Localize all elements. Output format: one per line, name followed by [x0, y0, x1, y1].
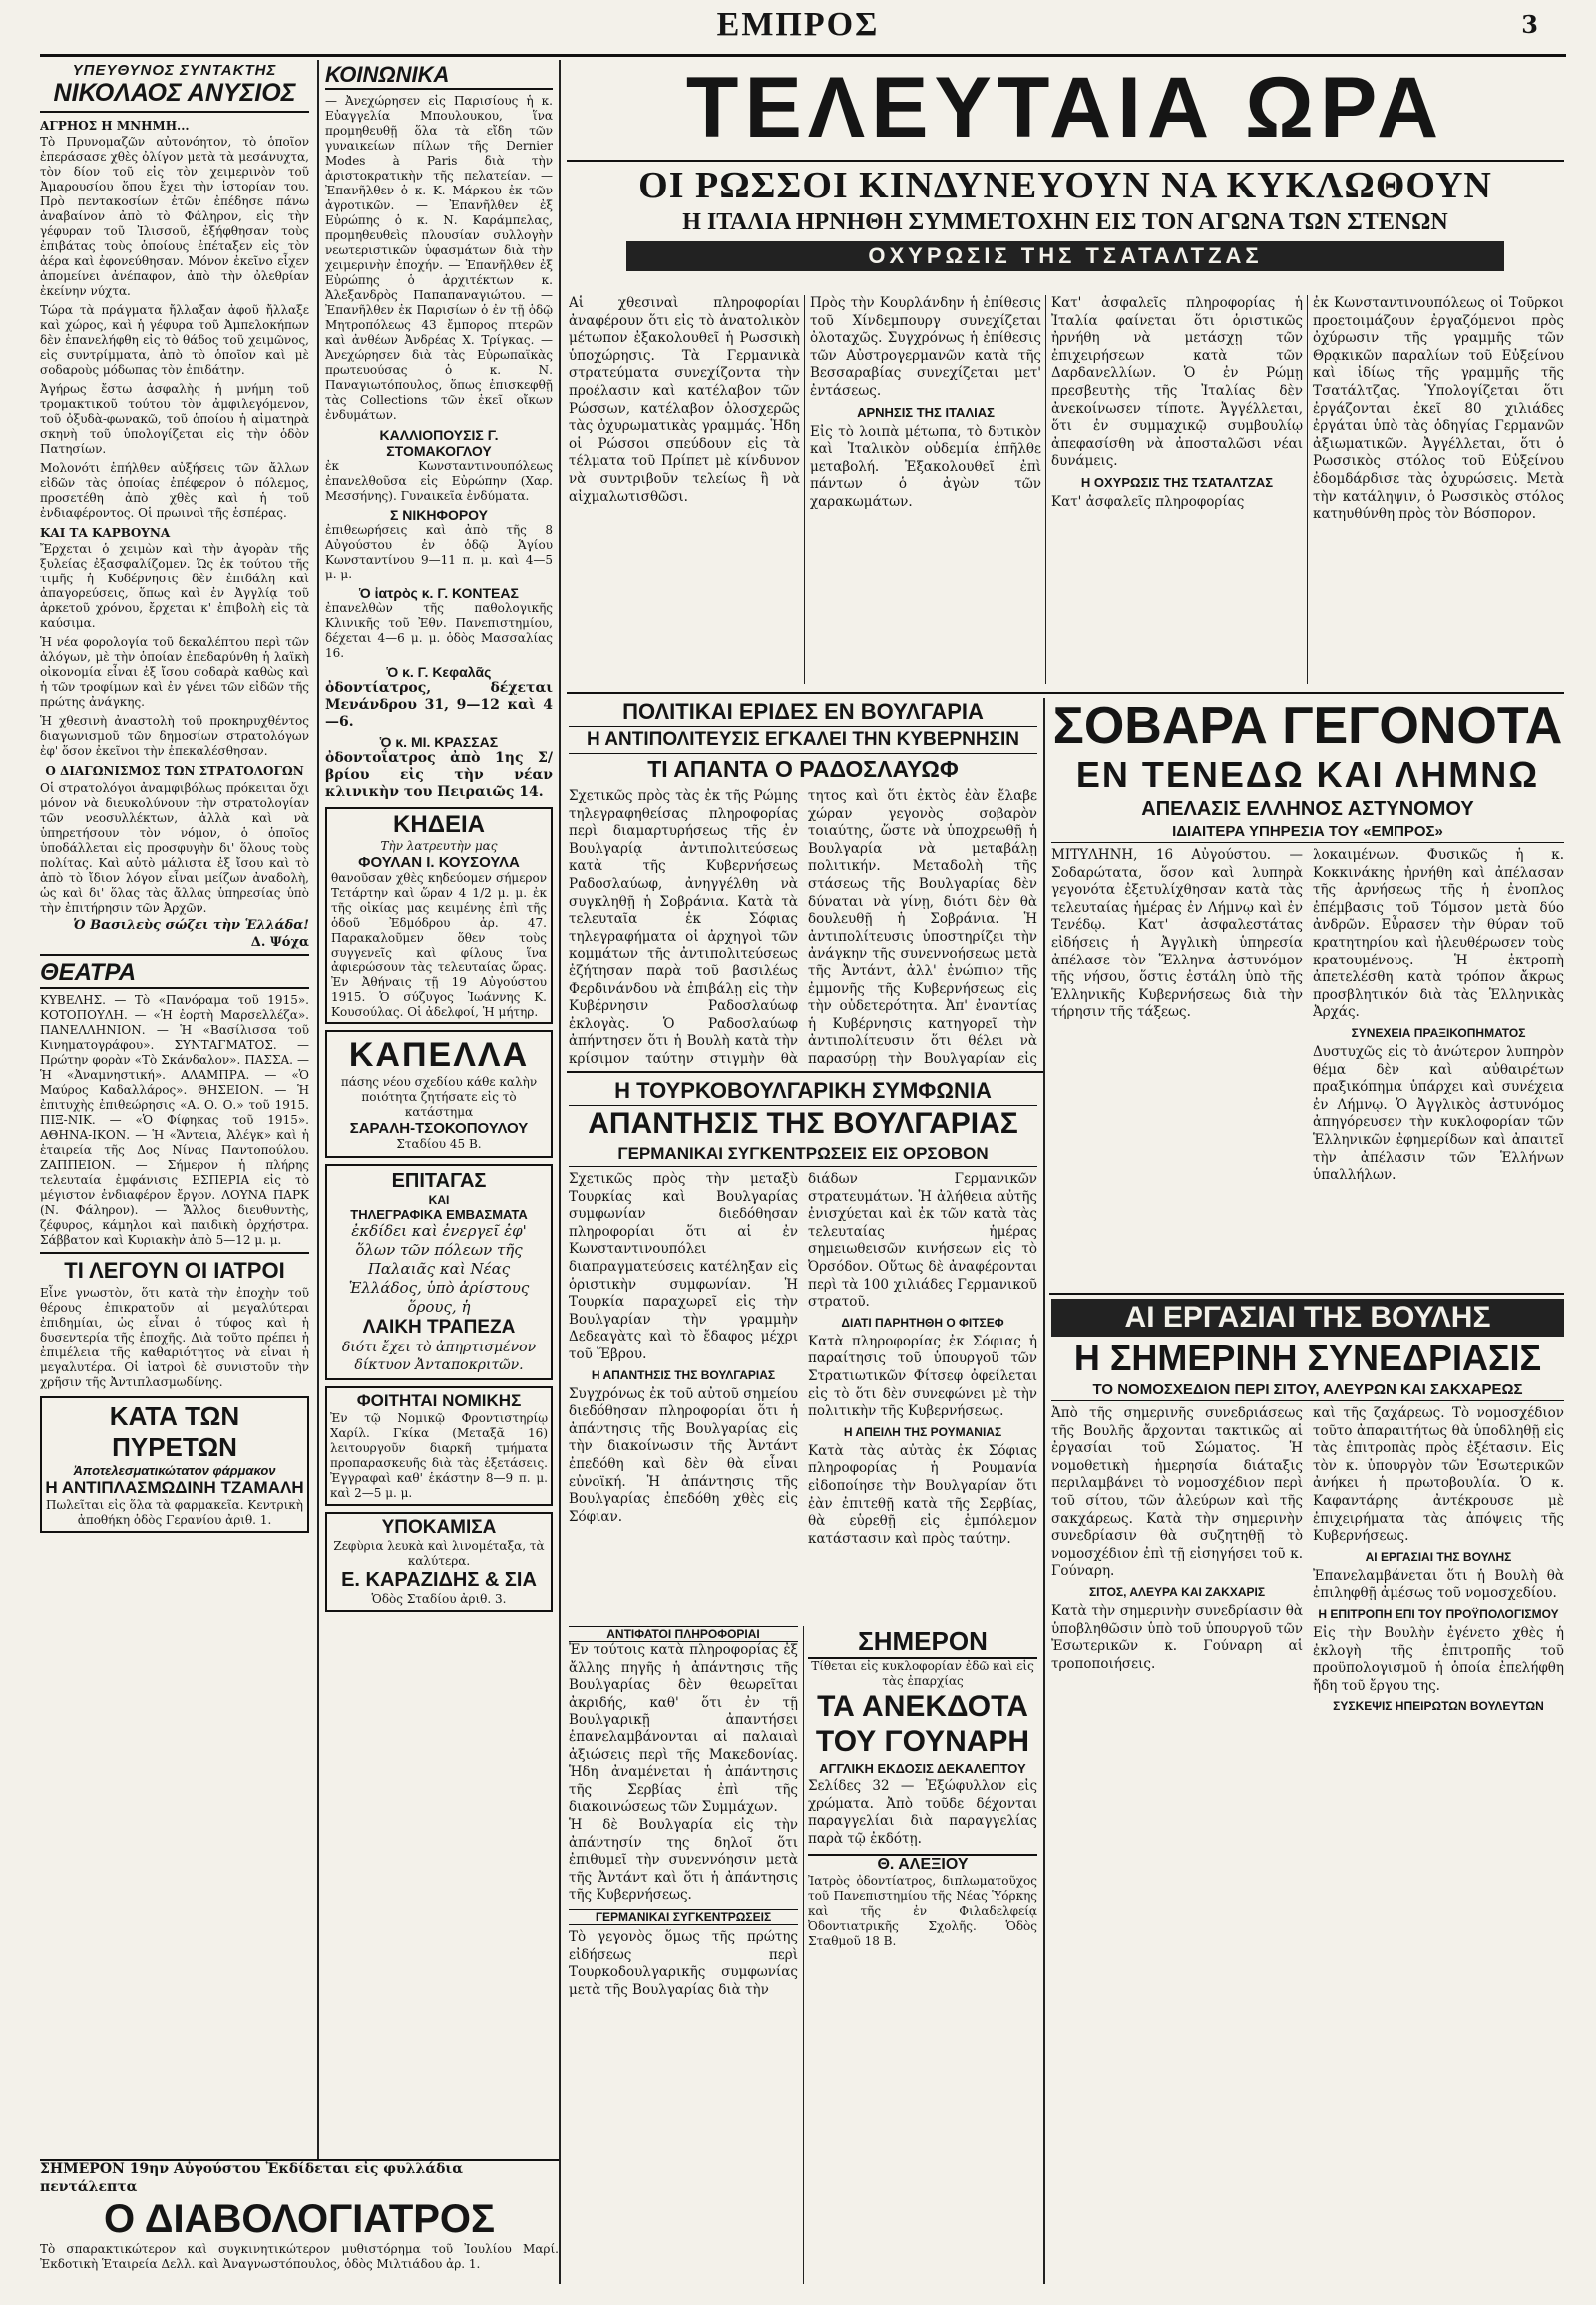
- serious-events-head: ΣΟΒΑΡΑ ΓΕΓΟΝΟΤΑ: [1052, 698, 1563, 755]
- funeral-heading: ΚΗΔΕΙΑ: [393, 811, 485, 838]
- epitagas-ad: [325, 1164, 553, 1380]
- tenedos-col-2-b: Δυστυχῶς εἰς τὸ ἀνώτερον λυπηρὸν θέμα δὲν καὶ αὐθαιρέτων πραξικόπημα ὑπάρχει καὶ συνέχεια ἐν Λήμνῳ. Ὁ Ἀγγλικὸς ἀστυνόμος ἀπηγόρευσεν τὴν κυκλοφορίαν τῶν Ἑλληνικῶν ἐφημερίδων καὶ ἀπαιτεῖ τὴν ἀπέλασιν τῶν Ἑλλήνων ὑπαλλήλων.: [1313, 1043, 1564, 1184]
- shirts-ad: [325, 1512, 553, 1612]
- top-col-3-text: Κατ' ἀσφαλεῖς πληροφορίας ἡ Ἰταλία φαίνεται ὅτι ὁριστικῶς ἠρνήθη νὰ μετάσχῃ τῶν ἐπιχειρήσεων κατὰ τῶν Δαρδανελλίων. Ὁ ἐν Ρώμῃ πρεσβευτὴς τῆς Ἰταλίας δὲν ἀνεκοίνωσεν τίποτε. Ἀγγέλλεται, ὅτι ἐν συμμαχικῷ συμβουλίῳ ἀπεφασίσθη νὰ ἀποσταλῶσι νέαι δυνάμεις.: [1051, 295, 1303, 470]
- law-students-text: Ἐν τῷ Νομικῷ Φροντιστηρίῳ Χαρίλ. Γκίκα (Μεταξᾶ 16) λειτουργοῦν διαρκῆ τμήματα προπαρασκευῆς διὰ τὰς ἐξετάσεις. Ἐγγραφαὶ καθ' ἑκάστην 8—9 π. μ. καὶ 2—5 μ. μ.: [330, 1411, 548, 1500]
- wood-para: Ἔρχεται ὁ χειμὼν καὶ τὴν ἀγορὰν τῆς ξυλείας ἐξασφαλίζομεν. Ὡς ἐκ τούτου τῆς τιμῆς ἡ Κυδέρνησις δὲν ἐπιδάλη καὶ ἀπαγορεύσεις, ὅπως καὶ ἐν Ἀγγλίᾳ τοῦ ἀρκετοῦ χρόνου, ἔρχεται κ' ἐπιβολὴ εἰς τὰ καύσιμα.: [40, 542, 309, 631]
- anecdotes-subhead: ΑΓΓΛΙΚΗ ΕΚΔΟΣΙΣ ΔΕΚΑΛΕΠΤΟΥ: [819, 1761, 1026, 1776]
- hats-address: Σταδίου 45 Β.: [396, 1137, 482, 1151]
- banner-block: [567, 60, 1564, 160]
- parliament-head-3: ΤΟ ΝΟΜΟΣΧΕΔΙΟΝ ΠΕΡΙ ΣΙΤΟΥ, ΑΛΕΥΡΩΝ ΚΑΙ ΣΑΚΧΑΡΕΩΣ: [1051, 1380, 1564, 1401]
- bottom-divider: [803, 1626, 804, 2284]
- bank-name: ΛΑΙΚΗ ΤΡΑΠΕΖΑ: [362, 1317, 516, 1338]
- bulgaria-col-2: τητος καὶ ὅτι ἐκτὸς ἐὰν ἔλαβε χώραν γεγονὸς σοβαρὸν τοιαύτης, ὥστε νὰ ὑποχρεωθῇ ἡ Βουλγαρία νὰ μεταβάλῃ πολιτικήν. Μεταδολὴ τῆς στάσεως τῆς Βουλγαρίας δὲν δύναται νὰ γίνῃ, διότι δὲν θὰ δουλευθῇ ἡ Σοβράνια. Ἡ ἀντιπολίτευσις ὑποστηρίζει τὴν ἀνάγκην τῆς συνεννοήσεως μετὰ τῆς Ἀντάντ, ἀλλ' ἐνώπιον τῆς ἐμμονῆς τῆς Κυβερνήσεως εἰς τὴν οὐδετερότητα. Ἀπ' ἐναντίας ἡ Κυβέρνησις κατηγορεῖ τὴν ἀντιπολίτευσιν ὅτι θέλει νὰ παρασύρῃ τὴν Βουλγαρίαν εἰς: [808, 788, 1037, 1067]
- contradictory-text-2: Ἡ δὲ Βουλγαρία εἰς τὴν ἀπάντησίν της δηλοῖ ὅτι ἐπιθυμεῖ τὴν συνεννόησιν μετὰ τῆς Ἀντάντ καὶ ὅτι ἡ ἀπάντησις τῆς Κυβερνήσεως.: [569, 1816, 798, 1904]
- parliament-head-2: Η ΣΗΜΕΡΙΝΗ ΣΥΝΕΔΡΙΑΣΙΣ: [1073, 1338, 1542, 1378]
- newspaper-title: ΕΜΠΡΟΣ: [716, 6, 880, 43]
- top-col-1: [569, 295, 800, 686]
- diavologiatros-text: Τὸ σπαρακτικώτερον καὶ συγκινητικώτερον μυθιστόρημα τοῦ Ἰουλίου Μαρί. Ἐκδοτικὴ Ἑταιρεία Δελλ. καὶ Ἀναγνωστόπουλος, ὁδὸς Μιλτιάδου ἀρ. 1.: [40, 2242, 559, 2272]
- contradictory-info: [569, 1626, 798, 2284]
- parliament-rule: [1049, 1293, 1564, 1295]
- signoff-author: Δ. Ψόχα: [250, 934, 309, 950]
- fever-ad: [40, 1396, 309, 1533]
- today-heading: ΣΗΜΕΡΟΝ: [808, 1626, 1037, 1659]
- ad-konteas-text: ἐπανελθὼν τῆς παθολογικῆς Κλινικῆς τοῦ Ἐθν. Πανεπιστημίου, δέχεται 4—6 μ. μ. ὁδὸς Μασσαλίας 16.: [325, 601, 553, 660]
- funeral-intro: Τὴν λατρευτὴν μας: [380, 839, 498, 853]
- social-heading: ΚΟΙΝΩΝΙΚΑ: [325, 62, 553, 90]
- bulgaria-head-1: ΠΟΛΙΤΙΚΑΙ ΕΡΙΔΕΣ ΕΝ ΒΟΥΛΓΑΡΙΑ: [622, 699, 984, 724]
- bulgaria-col-1: Σχετικῶς πρὸς τὰς ἐκ τῆς Ρώμης τηλεγραφηθείσας πληροφορίας περὶ διαμαρτυρήσεως τῆς ἐν Βουλγαρίᾳ ἀντιπολιτεύσεως κατὰ τῆς Κυβερνήσεως Ραδοσλαύωφ, ἀνηγγέλθη νὰ συγκληθῇ ἡ Σοβράνια. Κατὰ τὰ τελευταῖα ἐκ Σόφιας τηλεγραφήματα οἱ ἀρχηγοὶ τῶν κομμάτων τῆς ἀντιπολιτεύσεως ἐζήτησαν παρὰ τοῦ βασιλέως Φερδινάνδου νὰ ἐπιβάλῃ εἰς τὴν Κυβέρνησιν Ραδοσλαύωφ ἐκλογὰς. Ὁ Ραδοσλαύωφ ἀπήντησεν ὅτι ἡ Βουλὴ κατὰ τὴν κρίσιμον ταύτην στιγμὴν θὰ: [569, 788, 798, 1067]
- fever-ad-product: Η ΑΝΤΙΠΛΑΣΜΩΔΙΝΗ ΤΖΑΜΑΛΗ: [45, 1477, 304, 1497]
- special-service-head: ΙΔΙΑΙΤΕΡΑ ΥΠΗΡΕΣΙΑ ΤΟΥ «ΕΜΠΡΟΣ»: [1051, 822, 1564, 843]
- hats-shop: ΣΑΡΑΛΗ-ΤΣΟΚΟΠΟΥΛΟΥ: [349, 1120, 529, 1137]
- headline-block: [567, 164, 1564, 283]
- tax-para: Ἡ νέα φορολογία τοῦ δεκαλέπτου περὶ τῶν ἀλόγων, μὲ τὴν ὁποίαν ἐπεδαρύνθη ἡ λαϊκὴ οἰκονομία εἶναι ἐξ ἴσου σοδαρὰ καθὼς καὶ ἡ τῶν τροφίμων καὶ ἐν γένει τῶν εἰδῶν τῆς πρώτης ἀνάγκης.: [40, 635, 309, 710]
- coup-continuation-head: ΣΥΝΕΧΕΙΑ ΠΡΑΞΙΚΟΠΗΜΑΤΟΣ: [1351, 1025, 1526, 1040]
- today-text: Τίθεται εἰς κυκλοφορίαν ἐδῶ καὶ εἰς τὰς ἐπαρχίας: [811, 1659, 1034, 1688]
- romania-subhead: Η ΑΠΕΙΛΗ ΤΗΣ ΡΟΥΜΑΝΙΑΣ: [843, 1424, 1002, 1439]
- editor-label: ΥΠΕΥΘΥΝΟΣ ΣΥΝΤΑΚΤΗΣ: [72, 62, 277, 79]
- top-col-4: [1313, 295, 1564, 686]
- bulgaria-head-2: Η ΑΝΤΙΠΟΛΙΤΕΥΣΙΣ ΕΓΚΑΛΕΙ ΤΗΝ ΚΥΒΕΡΝΗΣΙΝ: [569, 726, 1037, 754]
- epitagas-heading: ΕΠΙΤΑΓΑΣ: [391, 1170, 487, 1192]
- page-number: 3: [1521, 10, 1538, 39]
- ad-nikiforou-name: Σ ΝΙΚΗΦΟΡΟΥ: [389, 507, 489, 523]
- theatre-listings: ΚΥΒΕΛΗΣ. — Τὸ «Πανόραμα τοῦ 1915». ΚΟΤΟΠΟΥΛΗ. — «Ἡ ἐορτὴ Μαρσελλέζα». ΠΑΝΕΛΛΗΝΙΟΝ. — Ἡ «Βασίλισσα τοῦ Κινηματογράφου». ΣΥΝΤΑΓΜΑΤΟΣ. — Πρώτην φορὰν «Τὸ Σκάνδαλον». ΠΑΣΣΑ. — Ἡ «Ἀναμνηστική». ΑΛΑΜΠΡΑ. — «Ὁ Μαύρος Καδαλλάρος». ΘΗΣΕΙΟΝ. — Ἡ ἐπιτυχὴς ἐπιθεώρησις «Α. Ο. Ο.» τοῦ 1915. ΠΙΞ-ΝΙΚ. — «Ὁ Φίφηκας τοῦ 1915». ΑΘΗΝΑ-ΙΚΟΝ. — Ἡ «Ἄντεια, Ἀλέγκ» καὶ ἡ ἑταιρεία τῆς Δος Νίνας Παντοπούλου. ΖΑΠΠΕΙΟΝ. — Σήμερον ἡ πλήρης τελευταία ἐμφάνισις ΕΣΠΕΡΙΑ εἰς τὸ μέγιστον ἐνδιαφέρον ἔργον. ΛΟΥΝΑ ΠΑΡΚ (Ν. Φάληρον). — Ἄλλος διευθυντὴς, ζέφυρος, κάμηλοι καὶ παιδικὴ ὀρχήστρα. Σάββατον καὶ Κυριακὴν ἀπὸ 5—12 μ. μ.: [40, 992, 309, 1247]
- doctors-text: Εἶνε γνωστὸν, ὅτι κατὰ τὴν ἐποχὴν τοῦ θέρους ἐπικρατοῦν αἱ μεγαλύτεραι ἐπιδημίαι, ὡς εἶναι ὁ τύφος καὶ ἡ δυσεντερία τῆς ἐποχῆς. Διὰ τοῦτο πρέπει ἡ ἐπιμέλεια τῆς καθαριότητος νὰ εἶναι ἡ μεγαλυτέρα. Οἱ ἰατροὶ δὲ συνιστοῦν τὴν χρῆσιν τῆς Ἀντιπλασμωδίνης.: [40, 1285, 309, 1389]
- tenedos-col-2: λοκαιμένων. Φυσικῶς ἡ κ. Κοκκινάκης ἠρνήθη καὶ ἀπέλασαν τῆς ἀρνήσεως τῆς ἡ ἐνοπλος ἐπέμβασις τοῦ Τόμσον μετὰ δύο ἀνδρῶν. Εὗρασεν τὴν θύραν τοῦ κρατητηρίου καὶ ἠλευθέρωσεν τοὺς κρατουμένους. Ἡ ἐκτροπὴ ἀπετελέσθη κατὰ τρόπον ἄκρως προσβλητικόν διὰ τὰς Ἑλληνικὰς Ἀρχάς.: [1313, 847, 1564, 1021]
- parliament-col-2-b: Ἐπανελαμβάνεται ὅτι ἡ Βουλὴ θὰ ἐπιληφθῇ ἀμέσως τοῦ νομοσχεδίου.: [1313, 1567, 1564, 1602]
- masthead-rule: [40, 54, 1566, 57]
- hats-ad: [325, 1030, 553, 1158]
- epitagas-subheading: ΤΗΛΕΓΡΑΦΙΚΑ ΕΜΒΑΣΜΑΤΑ: [350, 1207, 528, 1222]
- social-text: — Ἀνεχώρησεν εἰς Παρισίους ἡ κ. Εὐαγγελία Μπουλουκου, ἵνα προμηθευθῇ ὅλα τὰ εἴδη τῶν γυναικείων πίλων τῆς Dernier Modes à Paris διὰ τὴν ἀριστοκρατικὴν τῆς πελατείαν. — Ἐπανῆλθεν ὁ κ. Κ. Μάρκου ἐκ τῶν ἀγροτικῶν. — Ἐπανῆλθεν ἐξ Εὐρώπης ὁ κ. Ν. Καράμπελας, προμηθευθεὶς πλουσίαν συλλογὴν νεωτεριστικῶν ὑφασμάτων διὰ τὴν χειμερινὴν ἐποχήν. — Ἐπανῆλθεν ἐξ Εὐρώπης ὁ ἀρχιτέκτων κ. Ἀλεξανδρὸς Παπαπαναγιώτου. — Ἐπανῆλθεν ἐκ Παρισίων ὁ ἐν τῇ ὁδῷ Μητροπόλεως 43 ἔμπορος πτερῶν καὶ ἀνθέων Ἀνδρέας Χ. Τρίγκας. — Ἀνεχώρησεν διὰ τὰς Εὐρωπαϊκὰς πρωτευούσας ὁ κ. Ν. Παναγιωτόπουλος, ὅπως ἐπισκεφθῇ τὰς Collections τῶν ἐκεῖ οἴκων ἐνδυμάτων.: [325, 94, 553, 422]
- tenedos-lemnos-head: ΕΝ ΤΕΝΕΔΩ ΚΑΙ ΛΗΜΝΩ: [1075, 754, 1540, 795]
- turko-head-1: Η ΤΟΥΡΚΟΒΟΥΛΓΑΡΙΚΗ ΣΥΜΦΩΝΙΑ: [569, 1077, 1037, 1106]
- german-concentration-head: ΓΕΡΜΑΝΙΚΑΙ ΣΥΓΚΕΝΤΡΩΣΕΙΣ: [569, 1909, 798, 1925]
- parliament-block: [1051, 1299, 1564, 2284]
- epitagas-kai: ΚΑΙ: [428, 1193, 450, 1207]
- tenedos-col-1: ΜΙΤΥΛΗΝΗ, 16 Αὐγούστου. — Σοδαρώτατα, ὅσον καὶ λυπηρὰ γεγονότα ἐξετυλίχθησαν κατὰ τὰς τελευταίας ἡμέρας ἐν Λήμνῳ καὶ ἐν Τενέδῳ. Κατ' ἀσφαλεστάτας εἰδήσεις ἡ Ἀγγλικὴ ὑπηρεσία ἀπέλασε τὸν Ἕλληνα ἀστυνόμον τῆς νήσου, ὅστις ἐστάλη ὑπὸ τῆς Ἑλληνικῆς Κυβερνήσεως διὰ τὴν τήρησιν τῆς τάξεως.: [1051, 847, 1303, 1021]
- fever-ad-sub: Ἀποτελεσματικώτατον φάρμακον: [73, 1462, 276, 1478]
- column-divider-2: [559, 60, 561, 2284]
- turko-head-3: ΓΕΡΜΑΝΙΚΑΙ ΣΥΓΚΕΝΤΡΩΣΕΙΣ ΕΙΣ ΟΡΣΟΒΟΝ: [569, 1142, 1037, 1167]
- banner-last-hour: ΤΕΛΕΥΤΑΙΑ ΩΡΑ: [685, 60, 1445, 156]
- budget-committee-subhead: Η ΕΠΙΤΡΟΠΗ ΕΠΙ ΤΟΥ ΠΡΟΫΠΟΛΟΓΙΣΜΟΥ: [1318, 1606, 1559, 1621]
- funeral-notice: [325, 807, 553, 1024]
- funeral-name: ΦΟΥΛΑΝ Ι. ΚΟΥΣΟΥΛΑ: [358, 854, 520, 871]
- doctors-heading: ΤΙ ΛΕΓΟΥΝ ΟΙ ΙΑΤΡΟΙ: [64, 1257, 285, 1283]
- bulgaria-answer-subhead: Η ΑΠΑΝΤΗΣΙΣ ΤΗΣ ΒΟΥΛΓΑΡΙΑΣ: [591, 1367, 776, 1382]
- fitsef-subhead: ΔΙΑΤΙ ΠΑΡΗΤΗΘΗ Ο ΦΙΤΣΕΦ: [841, 1315, 1004, 1330]
- turko-col-1: Σχετικῶς πρὸς τὴν μεταξὺ Τουρκίας καὶ Βουλγαρίας συμφωνίαν διεδόθησαν πληροφορίαι ὅτι αἱ ἐν Κωνσταντινουπόλει διαπραγματεύσεις κατέληξαν εἰς ὁριστικὴν συμφωνίαν. Ἡ Τουρκία παραχωρεῖ εἰς τὴν Βουλγαρίαν τὴν γραμμὴν Δεδεαγὰτς καὶ τὸ ἔδαφος μέχρι τοῦ Ἕβρου.: [569, 1171, 798, 1362]
- bulgaria-head-3: ΤΙ ΑΠΑΝΤΑ Ο ΡΑΔΟΣΛΑΥΩΦ: [647, 756, 959, 782]
- parliament-col-2: καὶ τῆς ζαχάρεως. Τὸ νομοσχέδιον τοῦτο ἀπαραιτήτως θὰ ὑποδληθῇ εἰς τὰς ἐπιτροπὰς πρὸς ἐξέτασιν. Εἰς τὸν κ. ὑπουργὸν τῶν Ἐσωτερικῶν ἀνήκει ἡ πρωτοβουλία. Ὁ κ. Καφαντάρης ἀντέκρουσε μὲ ἐπιχειρήματα τὰς ἀπόψεις τῆς Κυβερνήσεως.: [1313, 1405, 1564, 1545]
- shirts-heading: ΥΠΟΚΑΜΙΣΑ: [381, 1517, 497, 1538]
- parliament-col-1: Ἀπὸ τῆς σημερινῆς συνεδριάσεως τῆς Βουλῆς ἄρχονται τακτικῶς αἱ ἐργασίαι τοῦ Σώματος. Ἡ νομοθετικὴ ἡμερησία διάταξις περιλαμβάνει τὸ νομοσχέδιον περὶ τοῦ σίτου, τῶν ἀλεύρων καὶ τῆς σακχάρεως. Κατὰ τὴν σημερινὴν συνεδρίασιν θὰ συζητηθῇ τὸ νομοσχέδιον ἐπὶ τῇ εἰσηγήσει τοῦ κ. Γούναρη.: [1051, 1405, 1303, 1580]
- column-second: [325, 62, 553, 2154]
- mid-divider: [1043, 698, 1045, 2284]
- diavologiatros-notice: ΣΗΜΕΡΟΝ 19ην Αὐγούστου Ἐκδίδεται εἰς φυλλάδια πεντάλεπτα: [40, 2161, 463, 2195]
- top-col-2: [810, 295, 1041, 686]
- top-col-4-text: ἐκ Κωνσταντινουπόλεως οἱ Τοῦρκοι προετοιμάζουν ἐργαζόμενοι πρὸς ὀχύρωσιν τῆς γραμμῆς τῶν Θρᾳκικῶν παραλίων τοῦ Εὐξείνου καὶ ἰδίως τῆς γραμμῆς τῆς Τσατάλτζας. Ὑπολογίζεται ὅτι ἐργάζονται ἐκεῖ 80 χιλιάδες ἐργάται ὑπὸ τὰς ὁδηγίας Γερμανῶν ἀξιωματικῶν. Ἀγγέλλεται, ὅτι ὁ Ρωσσικὸς στόλος τοῦ Εὐξείνου ἐδομδάρδισε τὰς ὀχυρώσεις. Μετὰ τὴν κατάληψιν, ὁ Ρωσσικὸς στόλος κατηυθύνθη πρὸς τὸν Βόσπορον.: [1313, 295, 1564, 523]
- anecdotes-heading-2: ΤΟΥ ΓΟΥΝΑΡΗ: [815, 1726, 1030, 1758]
- shirts-shop: Ε. ΚΑΡΑΖΙΔΗΣ & ΣΙΑ: [341, 1569, 537, 1591]
- ad-krassas-name: Ὁ κ. ΜΙ. ΚΡΑΣΣΑΣ: [379, 734, 499, 750]
- mid-rule: [567, 692, 1564, 694]
- parliament-col-2-c: Εἰς τὴν Βουλὴν ἐγένετο χθὲς ἡ ἐκλογὴ τῆς ἐπιτροπῆς τοῦ προϋπολογισμοῦ ἡ ὁποία ἐπελήφθη ἤδη τοῦ ἔργου της.: [1313, 1624, 1564, 1694]
- masthead: [0, 0, 1596, 52]
- bank-text: διότι ἔχει τὸ ἀπηρτισμένον δίκτυον Ἀνταποκριτῶν.: [341, 1340, 537, 1373]
- turko-col-2: διάδων Γερμανικῶν στρατευμάτων. Ἡ ἀλήθεια αὐτῆς ἐνισχύεται καὶ ἐκ τῶν κατὰ τὰς τελευταίας ἡμέρας σημειωθεισῶν κινήσεων εἰς τὸ Ὀρσόδον. Οὕτως δὲ ἀναφέρονται περὶ τὰ 100 χιλιάδες Γερμανικοῦ στρατοῦ.: [808, 1171, 1037, 1311]
- bulgaria-politics: [569, 698, 1037, 1067]
- signoff-king: Ὁ Βασιλεὺς σώζει τὴν Ἑλλάδα!: [73, 917, 309, 933]
- epirus-deputies-subhead: ΣΥΣΚΕΨΙΣ ΗΠΕΙΡΩΤΩΝ ΒΟΥΛΕΥΤΩΝ: [1333, 1699, 1544, 1714]
- headline-italy: Η ΙΤΑΛΙΑ ΗΡΝΗΘΗ ΣΥΜΜΕΤΟΧΗΝ ΕΙΣ ΤΟΝ ΑΓΩΝΑ ΤΩΝ ΣΤΕΝΩΝ: [682, 209, 1448, 235]
- top-col-1-text: Αἱ χθεσιναὶ πληροφορίαι ἀναφέρουν ὅτι εἰς τὸ ἀνατολικὸν μέτωπον ἐξακολουθεῖ ἡ Ρωσσικὴ ὑποχώρησις. Τὰ Γερμανικὰ στρατεύματα συνεχίζοντα τὴν προέλασιν καὶ κατέλαβον τῶν Ρώσσων, κατέλαβον ὁλοσχερῶς τὰς ὀχυρωματικὰς γραμμάς. Ἡδη οἱ Ρώσσοι σπεύδουν εἰς τὰ τέλματα τοῦ Πρίπετ μὲ κίνδυνον νὰ συντριβοῦν τελείως ἢ νὰ αἰχμαλωτισθῶσι.: [569, 295, 800, 505]
- parliament-col-1-b: Κατὰ τὴν σημερινὴν συνεδρίασιν θὰ ὑποβληθῶσιν ὑπὸ τοῦ ὑπουργοῦ τῶν Ἐσωτερικῶν κ. Γούναρη αἱ τροποποιήσεις.: [1051, 1602, 1303, 1672]
- german-concentration-text: Τὸ γεγονὸς ὅμως τῆς πρώτης εἰδήσεως περὶ Τουρκοδουλγαρικῆς συμφωνίας μετὰ τῆς Βουλγαρίας διὰ τὴν: [569, 1928, 798, 1998]
- memory-para-1: Τὸ Πρυνομαζῶν αὐτονόητον, τὸ ὁποῖον ἐπεράσασε χθὲς ὀλίγον μετὰ τὰ μεσάνυχτα, τὸν δίον τοῦ εἰς τὸν χειμερινὸν τοῦ Ἀμαρουσίου ὅπου ἔχει τὴν ἱστορίαν του. Πρὸ πεντακοσίων ἐτῶν ἐπέδησε πάνω ἀναβαίνον ἀπὸ τὸ Φάληρον, εἰς τὴν γέφυραν τοῦ Ἰλισσοῦ, ἐξήφθησαν τοὺς ἐπιβάτας τοὺς ὁποίους ἐπέταξεν εἰς τὸν ἀέρα καὶ ἐφονεύθησαν. Μόνον ἐκεῖνο εἶχεν ἀπομείνει ἀνέπαφον, ἀπὸ τὴν ὀλεθρίαν ἐκείνην νύχτα.: [40, 134, 309, 298]
- top-col-2-text-b: Εἰς τὸ λοιπὰ μέτωπα, τὸ δυτικὸν καὶ Ἰταλικὸν οὐδεμία ἐπῆλθε μεταβολή. Ἐξακολουθεῖ ἐπὶ πάντων ὁ ἀγὼν τῶν χαρακωμάτων.: [810, 423, 1041, 510]
- memory-para-3: Ἀγήρως ἔστω ἀσφαλὴς ἡ μνήμη τοῦ τρομακτικοῦ τούτου τὸν ἀμφιλεγόμενον, τοῦ ὀξυδὰ-φωνακῶ, τοῦ ὁποίου ἡ αἰματηρὰ σκηνὴ τοῦ ὑπολογίζεται εἰς τὴν ὁδὸν Πατησίων.: [40, 381, 309, 456]
- contradictory-head: ΑΝΤΙΦΑΤΟΙ ΠΛΗΡΟΦΟΡΙΑΙ: [569, 1626, 798, 1642]
- top-divider-a: [804, 295, 805, 684]
- top-divider-c: [1307, 295, 1308, 684]
- top-col-3: [1051, 295, 1303, 686]
- works-subhead: ΑΙ ΕΡΓΑΣΙΑΙ ΤΗΣ ΒΟΥΛΗΣ: [1365, 1549, 1512, 1564]
- law-students-heading: ΦΟΙΤΗΤΑΙ ΝΟΜΙΚΗΣ: [356, 1391, 522, 1410]
- epitagas-text: ἐκδίδει καὶ ἐνεργεῖ ἐφ' ὅλων τῶν πόλεων τῆς Παλαιᾶς καὶ Νέας Ἑλλάδος, ὑπὸ ἀρίστους ὅρους, ἡ: [348, 1222, 530, 1316]
- recruit-para: Οἱ στρατολόγοι ἀναμφιβόλως πρόκειται ὄχι μόνον νὰ διευκολύνουν τὴν στρατολογίαν τῶν νεοσυλλέκτων, ἀλλὰ καὶ νὰ ὑπηρετήσουν τὸν νόμον, ὁ ὁποῖος ὑποδάλλεται εἰς προσφυγὴν δι' ὅλους τοὺς πολίτας. Καὶ αὐτὸ μάλιστα ἐξ ἴσου καὶ τὸ ἀπὸ τὸ ἴδιον λόγον εἶναι μείζων ἀναδολὴ, ὡς καὶ δι' ὅλας τὰς ἄλλας ὑπηρεσίας ὑπὸ τὴν ἐπιτήρησιν τῶν Ἀρχῶν.: [40, 780, 309, 915]
- alexiou-heading: Θ. ΑΛΕΞΙΟΥ: [808, 1854, 1037, 1874]
- banner-rule: [567, 160, 1564, 162]
- alexiou-text: Ἰατρὸς ὀδοντίατρος, διπλωματοῦχος τοῦ Πανεπιστημίου τῆς Νέας Ὑόρκης καὶ τῆς ἐν Φιλαδελφείᾳ Ὀδοντιατρικῆς Σχολῆς. Ὁδὸς Σταθμοῦ 18 Β.: [808, 1874, 1037, 1949]
- wheat-subhead: ΣΙΤΟΣ, ΑΛΕΥΡΑ ΚΑΙ ΖΑΚΧΑΡΙΣ: [1088, 1584, 1266, 1599]
- diavologiatros-title: Ο ΔΙΑΒΟΛΟΓΙΑΤΡΟΣ: [103, 2197, 496, 2242]
- turko-head-2: ΑΠΑΝΤΗΣΙΣ ΤΗΣ ΒΟΥΛΓΑΡΙΑΣ: [588, 1107, 1018, 1140]
- suspension-para: Ἡ χθεσινὴ ἀναστολὴ τοῦ προκηρυχθέντος διαγωνισμοῦ τῶν δημοσίων στρατολόγων ἐφ' ὅσον ἐκεῖνοι τὴν ἐπεκαλέσθησαν.: [40, 714, 309, 759]
- contradictory-text: Ἐν τούτοις κατὰ πληροφορίας ἐξ ἄλλης πηγῆς ἡ ἀπάντησις τῆς Βουλγαρίας δὲν θεωρεῖται ἀκριδής, καθ' ὅτι ἐν τῇ Βουλγαρικῇ ἀπαντήσει ἐπανελαμβάνονται αἱ παλαιαὶ ἀξιώσεις περὶ τῆς Μακεδονίας. Ἡδη ἀναμένεται ἡ ἀπάντησις τῆς Σερβίας ἐπὶ τῆς διακοινώσεως τῶν Συμμάχων.: [569, 1642, 798, 1816]
- shirts-address: Ὁδὸς Σταδίου ἀριθ. 3.: [371, 1592, 507, 1606]
- anecdotes-heading-1: ΤΑ ΑΝΕΚΔΟΤΑ: [817, 1690, 1028, 1723]
- anecdotes-text: Σελίδες 32 — Ἐξώφυλλον εἰς χρώματα. Ἀπὸ τοῦδε δέχονται παραγγελίαι διὰ παραγγελίας παρὰ τῷ ἐκδότῃ.: [808, 1778, 1037, 1847]
- turko-col-2-b: Κατὰ πληροφορίας ἐκ Σόφιας ἡ παραίτησις τοῦ ὑπουργοῦ τῶν Στρατιωτικῶν Φίτσεφ ὀφείλεται εἰς τὸ ὅτι δὲν συνεφώνει μὲ τὴν πολιτικὴν τῆς Κυβερνήσεως.: [808, 1333, 1037, 1420]
- expulsion-head: ΑΠΕΛΑΣΙΣ ΕΛΛΗΝΟΣ ΑΣΤΥΝΟΜΟΥ: [1141, 798, 1474, 820]
- headline-tsataltza: ΟΧΥΡΩΣΙΣ ΤΗΣ ΤΣΑΤΑΛΤΖΑΣ: [626, 241, 1504, 271]
- ad-stomakoglou-name: ΚΑΛΛΙΟΠΟΥΣΙΣ Γ. ΣΤΟΜΑΚΟΓΛΟΥ: [379, 427, 499, 459]
- editor-name: ΝΙΚΟΛΑΟΣ ΑΝΥΣΙΟΣ: [40, 79, 309, 113]
- ad-nikiforou-text: ἐπιθεωρήσεις καὶ ἀπὸ τῆς 8 Αὐγούστου ἐν ὁδῷ Ἁγίου Κωνσταντίνου 9—11 π. μ. καὶ 4—5 μ. μ.: [325, 523, 553, 581]
- top-col-3-subhead: Η ΟΧΥΡΩΣΙΣ ΤΗΣ ΤΣΑΤΑΛΤΖΑΣ: [1080, 474, 1274, 490]
- diavologiatros-ad: [40, 2159, 559, 2289]
- ad-kefalas-name: Ὁ κ. Γ. Κεφαλᾶς: [386, 664, 492, 680]
- parliament-head-1: ΑΙ ΕΡΓΑΣΙΑΙ ΤΗΣ ΒΟΥΛΗΣ: [1051, 1299, 1564, 1337]
- recruit-title: Ο ΔΙΑΓΩΝΙΣΜΟΣ ΤΩΝ ΣΤΡΑΤΟΛΟΓΩΝ: [45, 764, 304, 779]
- top-col-2-text: Πρὸς τὴν Κουρλάνδην ἡ ἐπίθεσις τοῦ Χίνδεμπουργ συνεχίζεται ὀλοταχῶς. Συγχρόνως ἡ ἐπίθεσις τῶν Αὐστρογερμανῶν κατὰ τῆς Βεσσαραβίας συνεχίζεται μετ' ἐντάσεως.: [810, 295, 1041, 399]
- top-col-3-text-b: Κατ' ἀσφαλεῖς πληροφορίας: [1051, 493, 1245, 510]
- hats-heading: ΚΑΠΕΛΛΑ: [348, 1036, 530, 1074]
- turko-col-2-c: Κατὰ τὰς αὐτὰς ἐκ Σόφιας πληροφορίας ἡ Ρουμανία εἰδοποίησε τὴν Βουλγαρίαν ὅτι ἐὰν ἐπιτεθῇ κατὰ τῆς Σερβίας, θὰ εὑρεθῇ εἰς ἐμπόλεμον κατάστασιν καὶ πρὸς ταύτην.: [808, 1442, 1037, 1547]
- funeral-body: θανοῦσαν χθὲς κηδεύομεν σήμερον Τετάρτην καὶ ὥραν 4 1/2 μ. μ. ἐκ τῆς οἰκίας μας κειμένης ἐπὶ τῆς ὁδοῦ Ἐδμόδρου ἀρ. 47. Παρακαλοῦμεν ὅθεν τοὺς συγγενεῖς καὶ φίλους ἵνα ἀφιερώσουν τὰς τελευταίας ὥρας. Ἐν Ἀθήναις τῇ 19 Αὐγούστου 1915. Ὁ σύζυγος Ἰωάννης Κ. Κουσούλας. Οἱ ἀδελφοί, Ἡ μήτηρ.: [331, 871, 547, 1019]
- top-col-2-subhead: ΑΡΝΗΣΙΣ ΤΗΣ ΙΤΑΛΙΑΣ: [857, 404, 995, 420]
- top-divider-b: [1045, 295, 1046, 684]
- hats-text: πάσης νέου σχεδίου κάθε καλὴν ποιότητα ζητήσατε εἰς τὸ κατάστημα: [340, 1075, 538, 1119]
- memory-para-2: Τώρα τὰ πράγματα ἤλλαξαν ἀφοῦ ἤλλαξε καὶ χώρος, καὶ ἡ γέφυρα τοῦ Ἀμπελοκήπων δὲν ἐπανελήφθη εἰς τὸ θάδος τοῦ χειμῶνος, εἰς συντρίμματα, ἀπὸ τὸ ὁποῖον καὶ μὲ σοδαροὺς μόδωπας τὸν ἐπιδάτην.: [40, 302, 309, 377]
- law-students-ad: [325, 1386, 553, 1506]
- turko-col-1-b: Συγχρόνως ἐκ τοῦ αὐτοῦ σημείου διεδόθησαν πληροφορίαι ὅτι ἡ ἀπάντησις τῆς Βουλγαρίας εἰς τὴν διακοίνωσιν τῆς Ἀντάντ ἐπεδόθη καὶ δὲν θὰ εἶναι εὐνοϊκή. Ἡ ἀπάντησις τῆς Βουλγαρίας ἐπεδόθη χθὲς εἰς Σόφιαν.: [569, 1385, 798, 1525]
- wood-title: ΚΑΙ ΤΑ ΚΑΡΒΟΥΝΑ: [40, 525, 171, 540]
- fever-ad-title: ΚΑΤΑ ΤΩΝ ΠΥΡΕΤΩΝ: [109, 1400, 240, 1462]
- shirts-text: Ζεφὺρια λευκὰ καὶ λινομέταξα, τὰ καλύτερα.: [333, 1539, 545, 1568]
- theatre-heading: ΘΕΑΤΡΑ: [40, 960, 309, 989]
- ad-kefalas-text: ὀδοντίατρος, δέχεται Μενάνδρου 31, 9—12 καὶ 4—6.: [325, 680, 553, 730]
- fever-ad-text: Πωλεῖται εἰς ὅλα τὰ φαρμακεῖα. Κεντρικὴ ἀποθήκη ὁδὸς Γερανίου ἀριθ. 1.: [46, 1497, 303, 1527]
- ad-stomakoglou-text: ἐκ Κωνσταντινουπόλεως ἐπανελθοῦσα εἰς Εὐρώπην (Χαρ. Μεσσήνης). Γυναικεῖα ἐνδύματα.: [325, 459, 553, 503]
- anecdotes-ad: [808, 1626, 1037, 2284]
- ad-konteas-name: Ὁ ἰατρὸς κ. Γ. ΚΟΝΤΕΑΣ: [359, 585, 519, 601]
- column-left: [40, 62, 309, 2294]
- memory-para-4: Μολονότι ἐπήλθεν αὐξήσεις τῶν ἄλλων εἰδῶν τὰς ὁποίας ἐπέφερον ὁ πόλεμος, προσετέθη ἀπὸ χθὲς καὶ ἡ τοῦ ἐνδιαφέροντος. Οἱ πρωινοὶ τῆς ἑσπέρας.: [40, 460, 309, 520]
- memory-title: ΑΓΡΗΟΣ Η ΜΝΗΜΗ...: [40, 119, 190, 133]
- headline-russians: ΟΙ ΡΩΣΣΟΙ ΚΙΝΔΥΝΕΥΟΥΝ ΝΑ ΚΥΚΛΩΘΟΥΝ: [638, 165, 1492, 206]
- turk-rule: [567, 1071, 1043, 1073]
- tenedos-lemnos: [1051, 698, 1564, 1287]
- column-divider-1: [317, 60, 319, 2284]
- ad-krassas-text: ὀδοντοΐατρος ἀπὸ 1ης Σ/βρίου εἰς τὴν νέαν κλινικὴν του Πειραιῶς 14.: [325, 750, 553, 800]
